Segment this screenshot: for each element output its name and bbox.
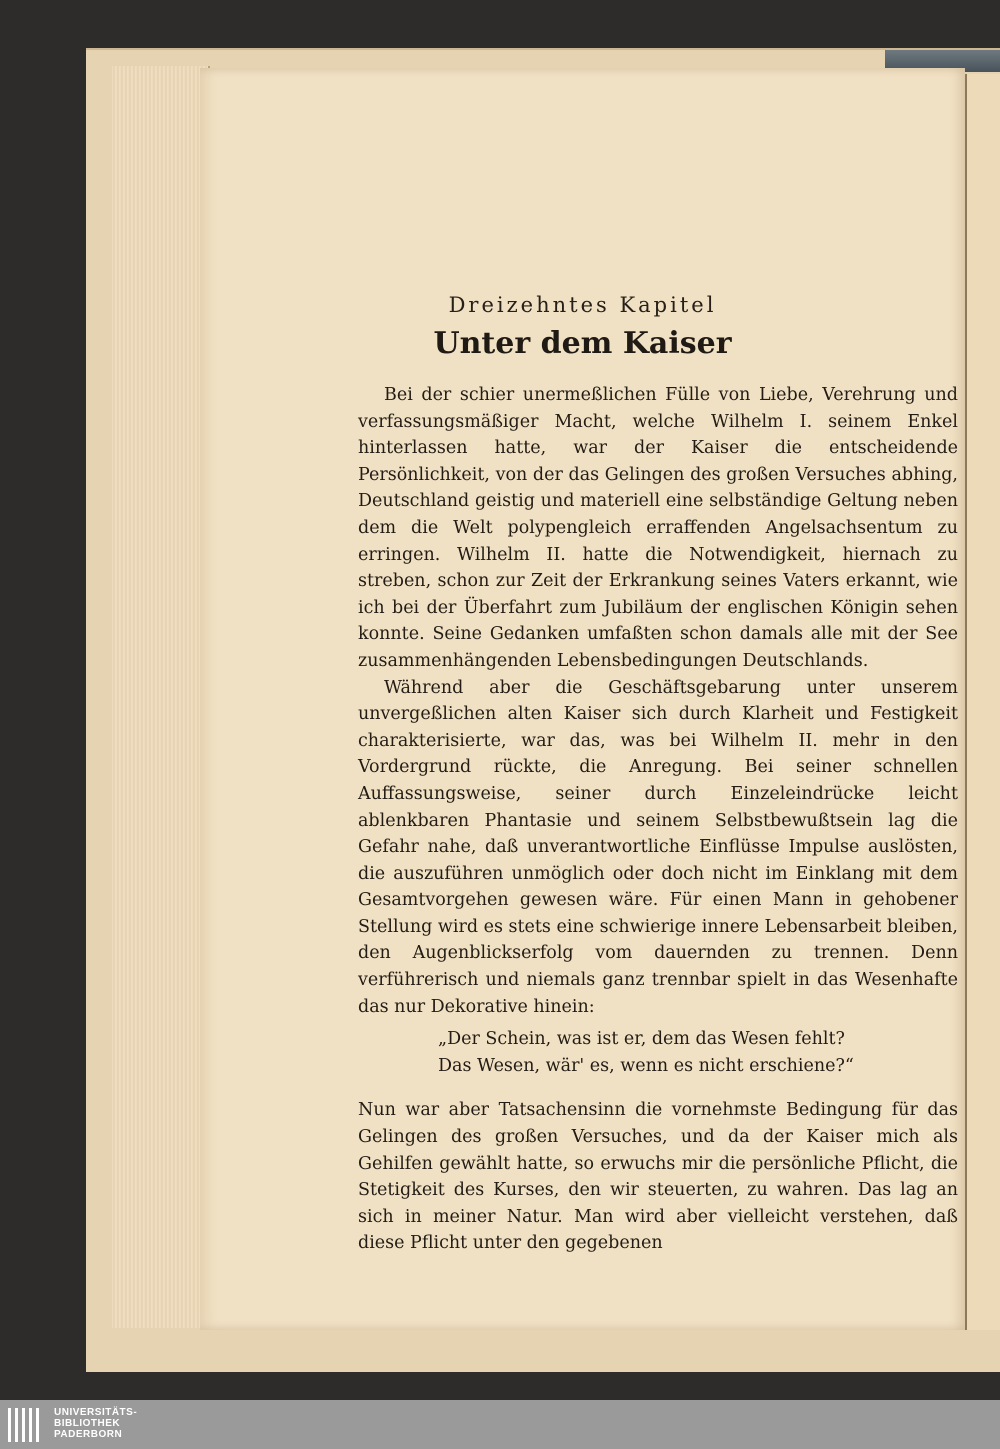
chapter-title: Unter dem Kaiser	[433, 326, 732, 361]
paragraph: Nun war aber Tatsachensinn die vornehmste Bedingung für das Gelingen des großen Versuches, und da der Kaiser mich als Gehilfen gewählt hatte, so erwuchs mir die persönliche Pflicht, die Stetigkeit des Kurses, den wir steuerten, zu wahren. Das lag an sich in meiner Natur. Man wird aber vielleicht verstehen, daß diese Pflicht unter den gegebenen	[358, 1100, 958, 1254]
verse-quote	[438, 1026, 958, 1079]
library-name-line: PADERBORN	[54, 1429, 123, 1440]
verse-line: Das Wesen, wär' es, wenn es nicht erschiene?“	[438, 1055, 854, 1076]
body-text	[358, 382, 958, 1257]
library-name	[54, 1407, 137, 1440]
library-footer	[0, 1400, 1000, 1449]
library-logo-icon	[8, 1408, 48, 1442]
page-stack-edge	[112, 66, 210, 1328]
paragraph: Während aber die Geschäftsgebarung unter unserem unvergeßlichen alten Kaiser sich durch Klarheit und Festigkeit charakterisierte, war das, was bei Wilhelm II. mehr in den Vordergrund rückte, die Anregung. Bei seiner schnellen Auffassungsweise, seiner durch Einzeleindrücke leicht ablenkbaren Phantasie und seinem Selbstbewußtsein lag die Gefahr nahe, daß unverantwortliche Einflüsse Impulse auslösten, die auszuführen unmöglich oder doch nicht im Einklang mit dem Gesamtvorgehen gewesen wäre. Für einen Mann in gehobener Stellung wird es stets eine schwierige innere Lebensarbeit bleiben, den Augenblickserfolg vom dauernden zu trennen. Denn verführerisch und niemals ganz trennbar spielt in das Wesenhafte das nur Dekorative hinein:	[358, 677, 958, 1017]
paragraph: Bei der schier unermeßlichen Fülle von Liebe, Verehrung und verfassungsmäßiger Macht, welche Wilhelm I. seinem Enkel hinterlassen hatte, war der Kaiser die entscheidende Persönlichkeit, von der das Gelingen des großen Versuches abhing, Deutschland geistig und materiell eine selbständige Geltung neben dem die Welt polypengleich erraffenden Angelsachsentum zu erringen. Wilhelm II. hatte die Notwendigkeit, hiernach zu streben, schon zur Zeit der Erkrankung seines Vaters erkannt, wie ich bei der Überfahrt zum Jubiläum der englischen Königin sehen konnte. Seine Gedanken umfaßten schon damals alle mit der See zusammenhängenden Lebensbedingungen Deutschlands.	[358, 385, 958, 671]
library-name-line: UNIVERSITÄTS-	[54, 1407, 138, 1418]
verse-line: „Der Schein, was ist er, dem das Wesen fehlt?	[438, 1029, 845, 1050]
chapter-label: Dreizehntes Kapitel	[448, 293, 717, 317]
facing-page-edge	[965, 74, 1000, 1330]
library-name-line: BIBLIOTHEK	[54, 1418, 121, 1429]
book-page	[200, 68, 965, 1330]
